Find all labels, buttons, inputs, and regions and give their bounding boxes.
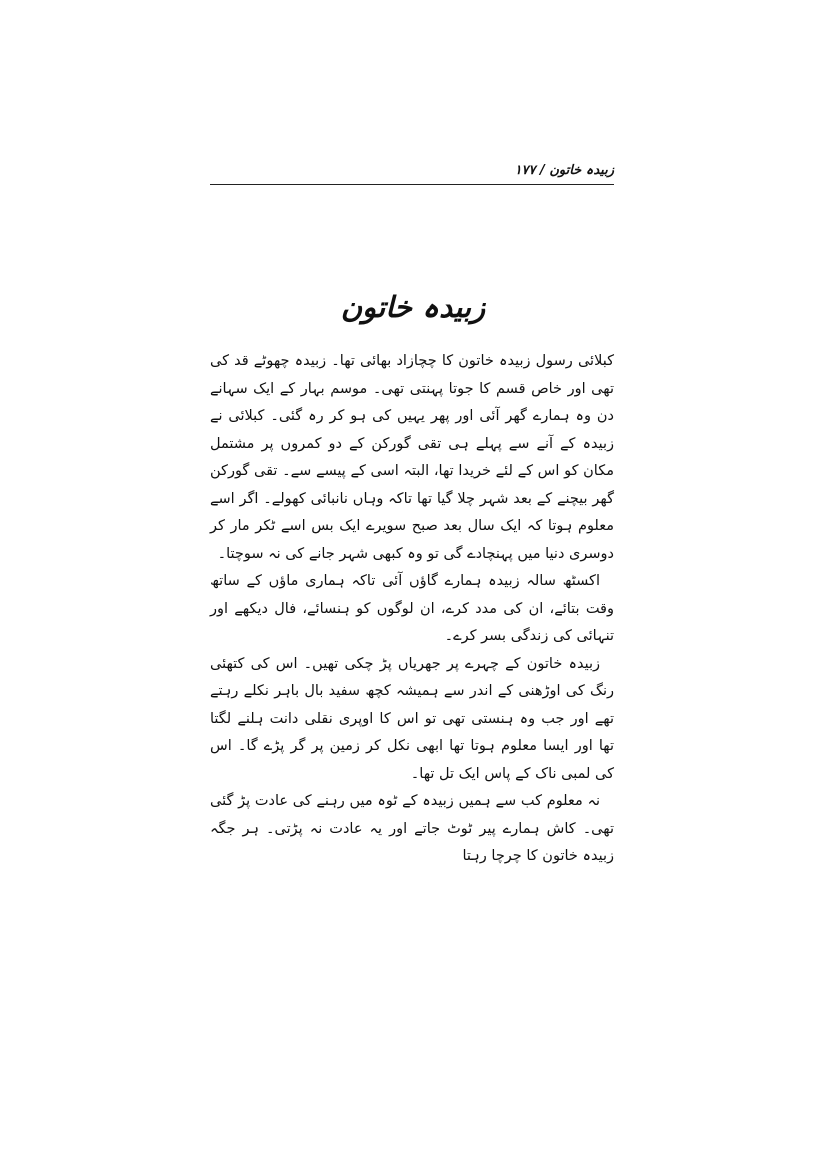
paragraph-4: نہ معلوم کب سے ہمیں زبیدہ کے ٹوہ میں رہنے کی عادت پڑ گئی تھی۔ کاش ہمارے پیر ٹوٹ جاتے اور یہ عادت نہ پڑتی۔ ہر جگہ زبیدہ خاتون کا چرچا رہتا (210, 793, 614, 864)
chapter-title: زبیدہ خاتون (340, 290, 486, 324)
running-header (210, 160, 614, 185)
body-text (210, 348, 614, 871)
paragraph-1: کبلائی رسول زبیدہ خاتون کا چچازاد بھائی تھا۔ زبیدہ چھوٹے قد کی تھی اور خاص قسم کا جوتا پہنتی تھی۔ موسم بہار کے ایک سہانے دن وہ ہمارے گھر آئی اور پھر یہیں کی ہو کر رہ گئی۔ کبلائی نے زبیدہ کے آنے سے پہلے ہی تقی گورکن کے دو کمروں پر مشتمل مکان کو اس کے لئے خریدا تھا، البتہ اسی کے پیسے سے۔ تقی گورکن گھر بیچنے کے بعد شہر چلا گیا تھا تاکہ وہاں نانبائی کھولے۔ اگر اسے معلوم ہوتا کہ ایک سال بعد صبح سویرے ایک بس اسے ٹکر مار کر دوسری دنیا میں پہنچادے گی تو وہ کبھی شہر جانے کی نہ سوچتا۔ (210, 353, 614, 562)
paragraph-3: زبیدہ خاتون کے چہرے پر جھریاں پڑ چکی تھیں۔ اس کی کتھئی رنگ کی اوڑھنی کے اندر سے ہمیشہ کچھ سفید بال باہر نکلے رہتے تھے اور جب وہ ہنستی تھی تو اس کا اوپری نقلی دانت ہلنے لگتا تھا اور ایسا معلوم ہوتا تھا ابھی نکل کر زمین پر گر پڑے گا۔ اس کی لمبی ناک کے پاس ایک تل تھا۔ (210, 655, 614, 782)
running-head-text: زبیدہ خاتون / ۱۷۷ (514, 163, 614, 178)
paragraph-2: اکسٹھ سالہ زبیدہ ہمارے گاؤں آئی تاکہ ہماری ماؤں کے ساتھ وقت بتائے، ان کی مدد کرے، ان لوگوں کو ہنسائے، فال دیکھے اور تنہائی کی زندگی بسر کرے۔ (210, 573, 614, 644)
